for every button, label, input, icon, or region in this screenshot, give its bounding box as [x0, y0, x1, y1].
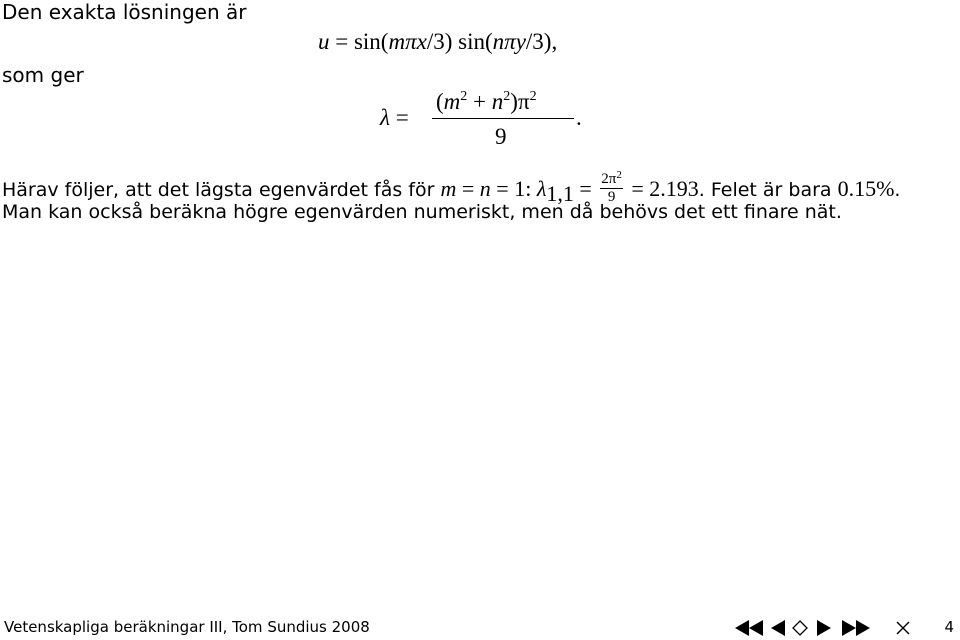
eq1-m: m [388, 29, 406, 54]
para1-lambda: λ [536, 176, 547, 201]
eq2-plus: + [467, 89, 492, 114]
para1-frac-num: 2π [601, 171, 617, 187]
para1-pct: 0.15% [837, 176, 895, 201]
para1-n: n [479, 176, 491, 201]
paragraph-numerical: Man kan också beräkna högre egenvärden numeriskt, men då behövs det ett finare nät. [2, 201, 842, 223]
para1-lambda-sub: 1,1 [546, 181, 574, 206]
para1-eq-b: = 1: [490, 176, 537, 201]
page-number: 4 [944, 618, 954, 636]
eq1-pi2: π [504, 29, 516, 54]
eq2-num-open: ( [436, 89, 444, 114]
para1-fraction [600, 168, 623, 205]
para1-text-b: . Felet är bara [698, 179, 838, 201]
eq1-n: n [492, 29, 505, 54]
nav-back[interactable] [792, 619, 808, 637]
eq2-m: m [443, 89, 461, 114]
nav-close[interactable] [896, 619, 910, 637]
para1-text-c: . [894, 179, 901, 201]
para1-frac-den: 9 [607, 189, 616, 205]
nav-previous[interactable] [771, 619, 785, 637]
nav-last[interactable] [842, 619, 870, 637]
previous-page-icon[interactable] [771, 620, 785, 636]
para1-m: m [440, 176, 457, 201]
intro-text: Den exakta lösningen är [2, 0, 247, 24]
para1-eq-a: = [456, 176, 480, 201]
eq2-fraction-bar [432, 118, 574, 119]
nav-first[interactable] [735, 619, 763, 637]
eq1-eq: = sin( [329, 29, 389, 54]
para1-eq-d: = 2.193 [625, 176, 699, 201]
eq1-mid: /3) sin( [426, 29, 493, 54]
back-icon[interactable] [792, 620, 808, 636]
equation-u [318, 30, 557, 53]
close-icon[interactable] [896, 621, 910, 635]
equation-lambda-period: . [576, 105, 582, 130]
eq2-eq: = [389, 105, 409, 130]
first-page-icon[interactable] [735, 620, 763, 636]
para1-eq-c: = [573, 176, 598, 201]
eq2-num-close: )π [510, 89, 530, 114]
eq2-lambda: λ [380, 105, 390, 130]
next-page-icon[interactable] [817, 620, 831, 636]
eq1-x: x [416, 29, 427, 54]
nav-next[interactable] [817, 619, 831, 637]
eq1-u: u [318, 29, 330, 54]
para1-text-a: Härav följer, att det lägsta egenvärdet fås för [2, 179, 441, 201]
eq2-pi-exp: 2 [529, 89, 537, 104]
footer-title: Vetenskapliga beräkningar III, Tom Sundius 2008 [4, 618, 370, 636]
eq2-n: n [491, 89, 504, 114]
equation-lambda-lhs [380, 106, 409, 129]
eq1-end: /3), [525, 29, 558, 54]
last-page-icon[interactable] [842, 620, 870, 636]
eq1-pi1: π [405, 29, 417, 54]
eq1-y: y [515, 29, 526, 54]
eq2-m-exp: 2 [460, 89, 468, 104]
gives-text: som ger [2, 63, 84, 87]
para1-frac-num-exp: 2 [616, 169, 622, 181]
equation-lambda-denominator: 9 [495, 124, 507, 149]
eq2-n-exp: 2 [503, 89, 511, 104]
equation-lambda-numerator [436, 90, 537, 113]
